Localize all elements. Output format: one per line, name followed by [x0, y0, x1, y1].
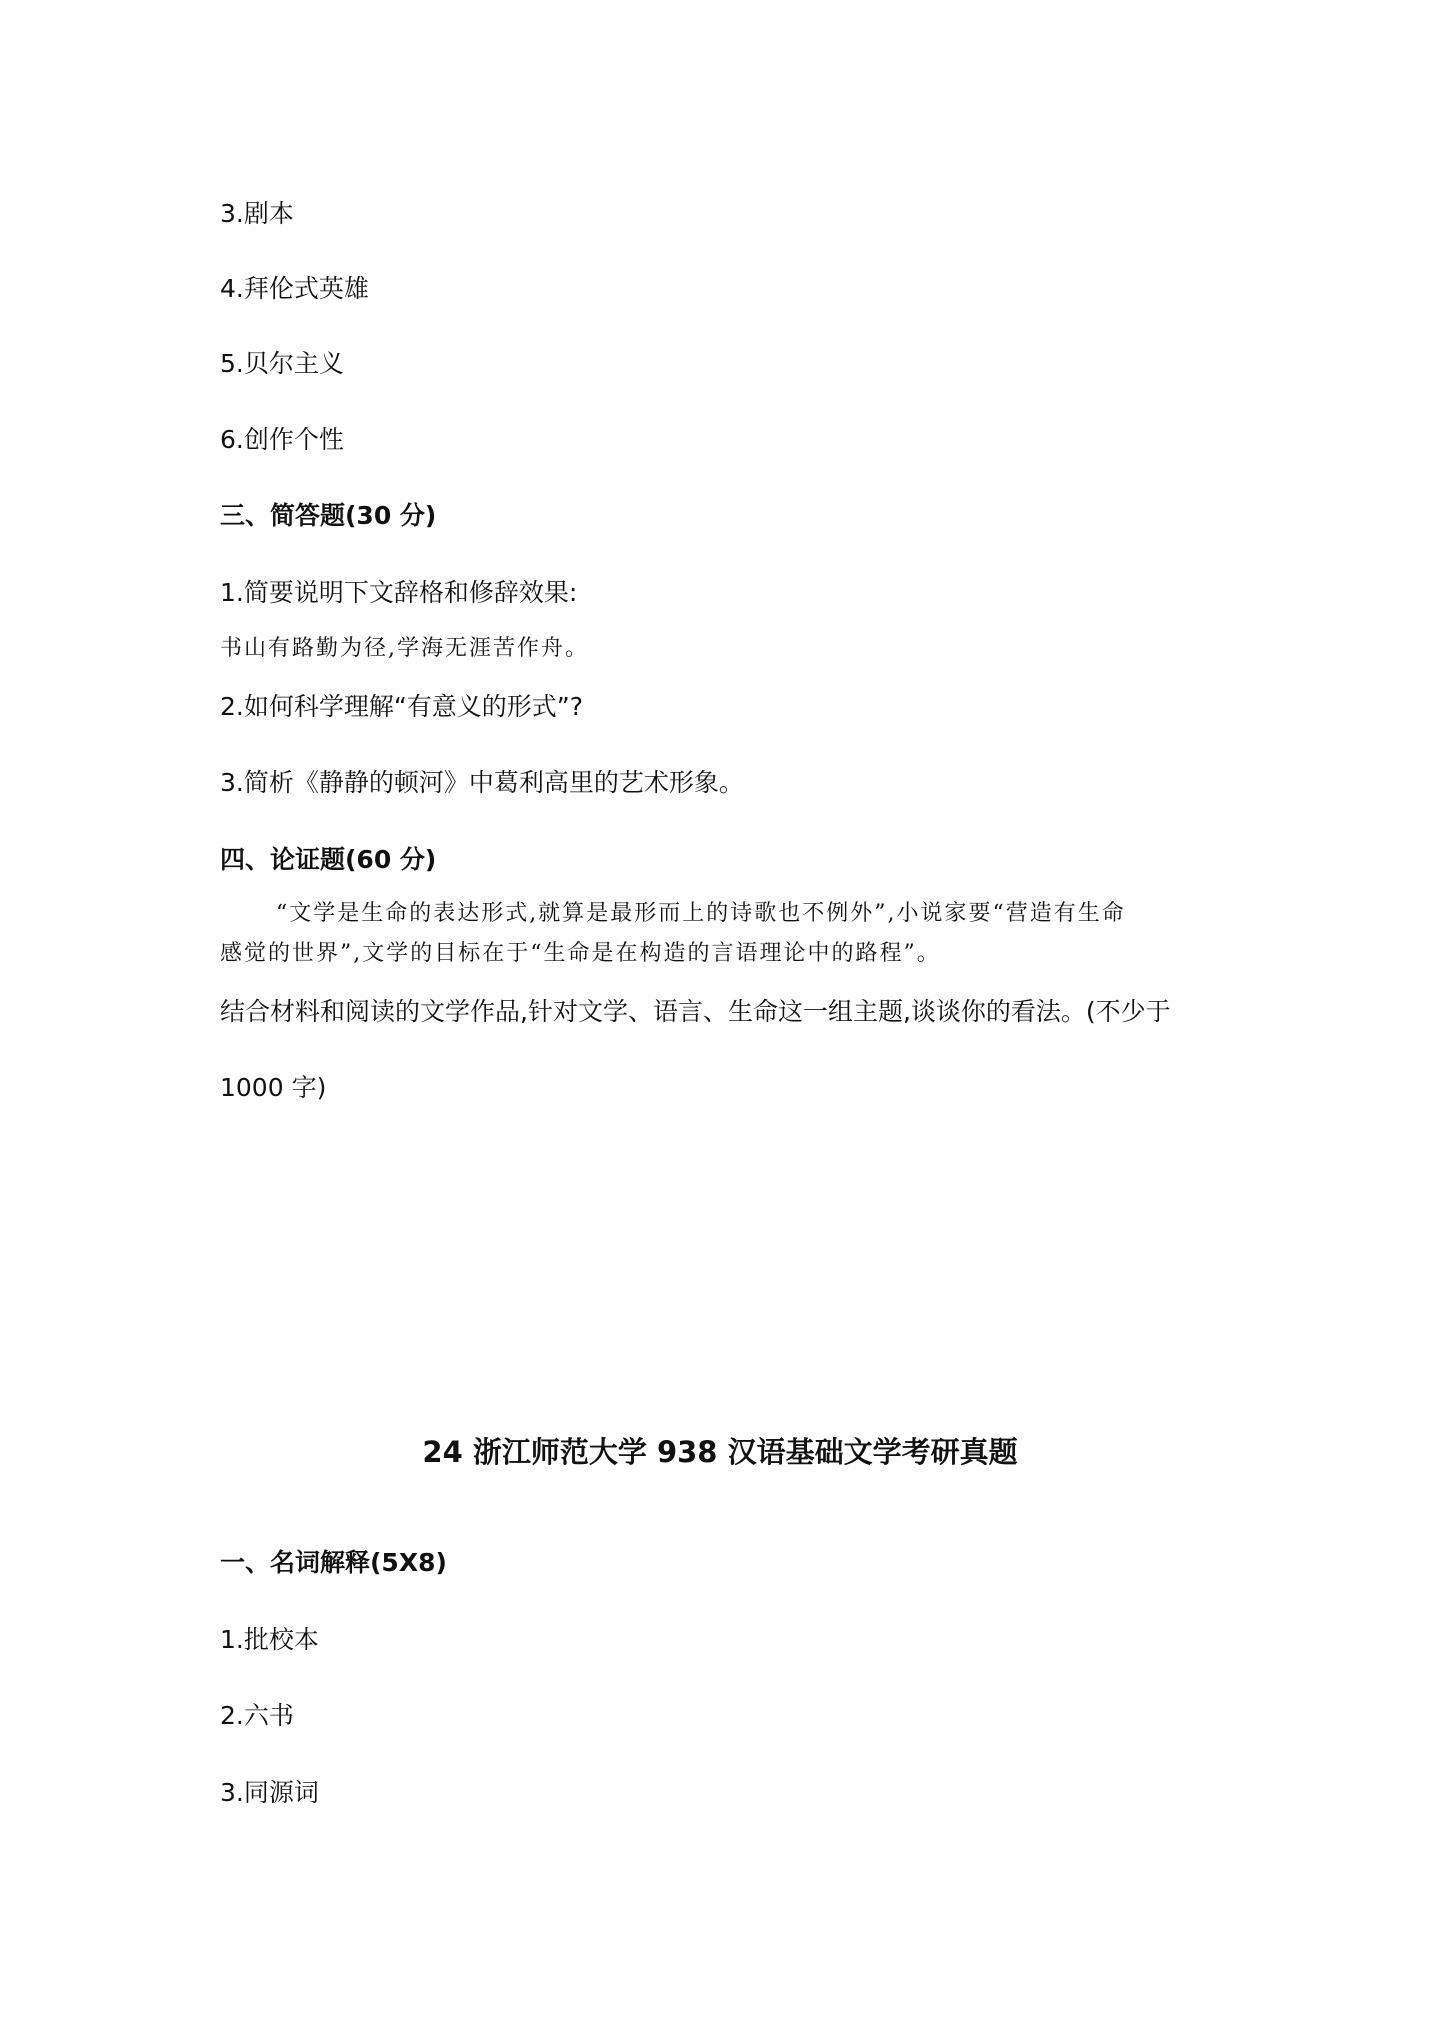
question-1-quote: 书山有路勤为径,学海无涯苦作舟。 [220, 636, 589, 661]
term-item: 1.批校本 [220, 1625, 319, 1654]
question-1: 1.简要说明下文辞格和修辞效果: [220, 578, 578, 607]
question-2: 2.如何科学理解“有意义的形式”? [220, 692, 584, 721]
argument-task-line-2: 1000 字) [220, 1073, 327, 1102]
term-item: 5.贝尔主义 [220, 349, 344, 378]
question-3: 3.简析《静静的顿河》中葛利高里的艺术形象。 [220, 768, 744, 797]
term-item: 3.剧本 [220, 199, 294, 228]
section-heading-argument: 四、论证题(60 分) [220, 845, 437, 874]
argument-quote-line-2: 感觉的世界”,文学的目标在于“生命是在构造的言语理论中的路程”。 [220, 941, 941, 966]
term-item: 4.拜伦式英雄 [220, 274, 369, 303]
section-heading-terms: 一、名词解释(5X8) [220, 1548, 447, 1577]
term-item: 2.六书 [220, 1701, 294, 1730]
argument-quote-line-1: “文学是生命的表达形式,就算是最形而上的诗歌也不例外”,小说家要“营造有生命 [276, 901, 1126, 926]
term-item: 6.创作个性 [220, 425, 344, 454]
term-item: 3.同源词 [220, 1778, 319, 1807]
section-heading-short-answer: 三、简答题(30 分) [220, 501, 437, 530]
argument-task-line-1: 结合材料和阅读的文学作品,针对文学、语言、生命这一组主题,谈谈你的看法。(不少于 [220, 997, 1171, 1026]
exam-title: 24 浙江师范大学 938 汉语基础文学考研真题 [422, 1435, 1018, 1469]
